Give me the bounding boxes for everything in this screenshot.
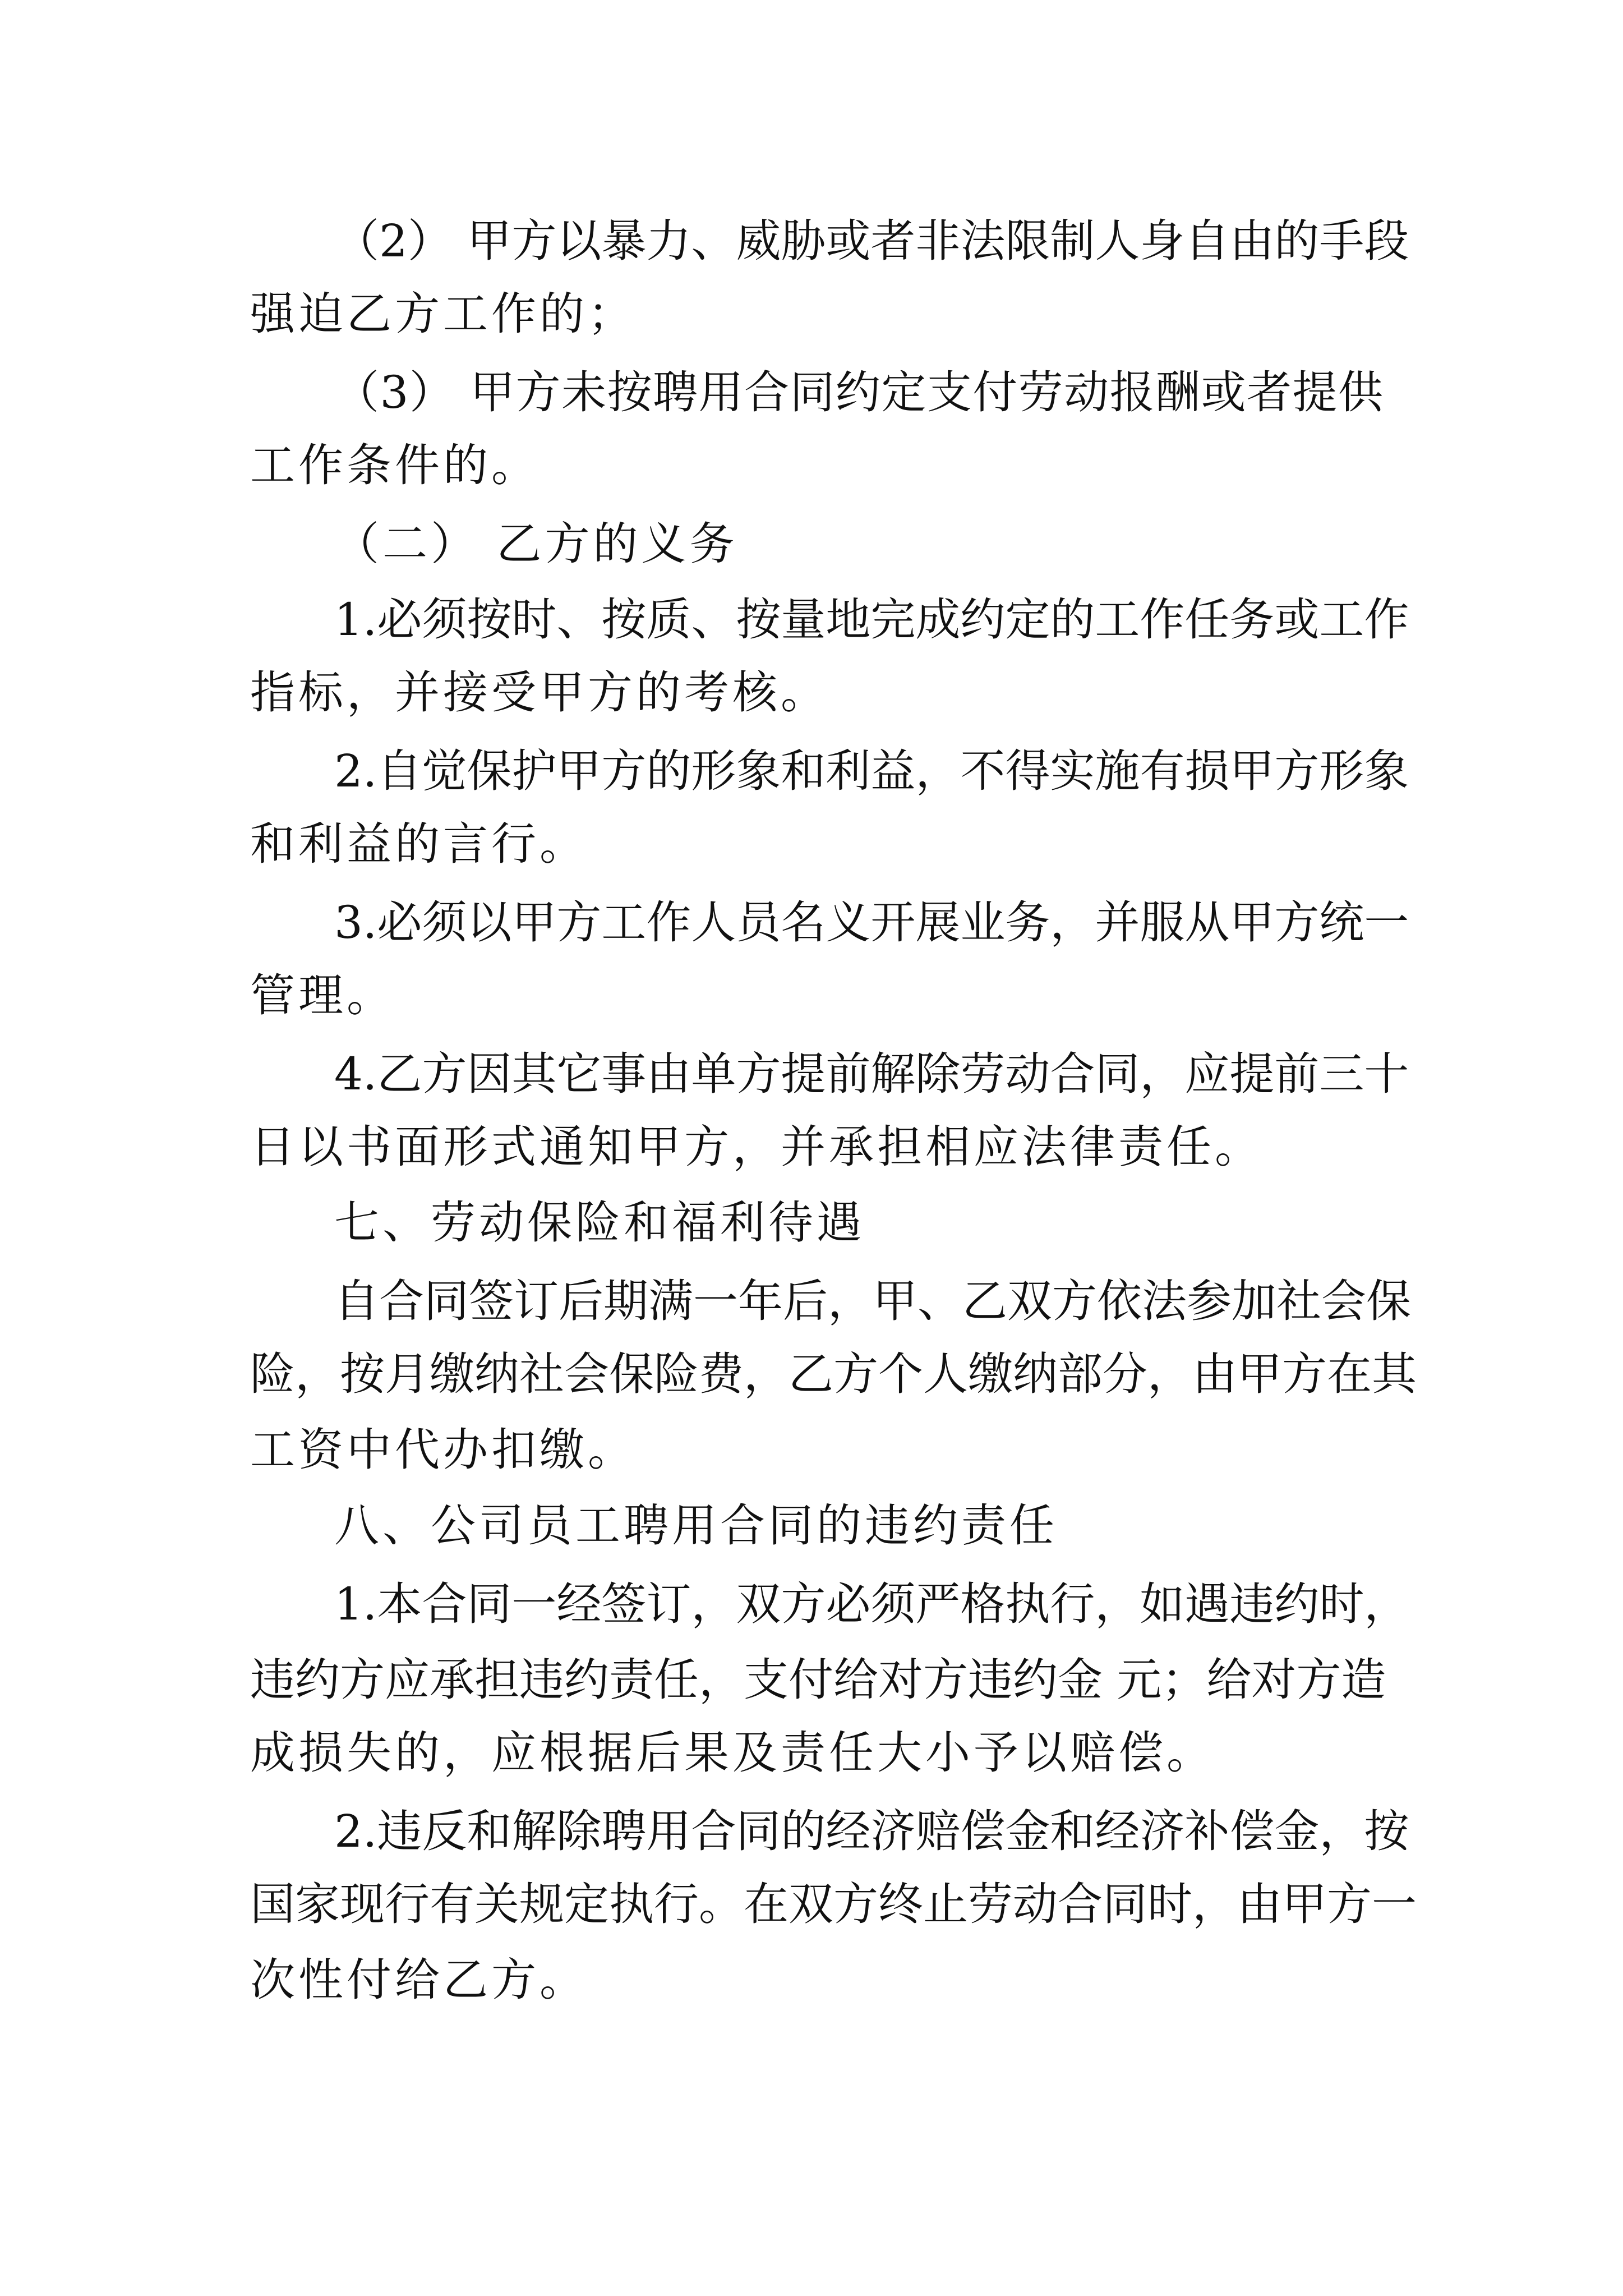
obligation-2-line-1: 2.自觉保护甲方的形象和利益，不得实施有损甲方形象 [334, 745, 1409, 797]
liability-2-line-3: 次性付给乙方。 [250, 1954, 588, 2006]
obligation-4-line-1: 4.乙方因其它事由单方提前解除劳动合同，应提前三十 [334, 1048, 1409, 1100]
clause-3-line-2: 工作条件的。 [250, 439, 540, 491]
liability-1-line-3: 成损失的，应根据后果及责任大小予以赔偿。 [250, 1727, 1215, 1779]
liability-2-line-1: 2.违反和解除聘用合同的经济赔偿金和经济补偿金，按 [334, 1805, 1409, 1857]
liability-1-line-2: 违约方应承担违约责任，支付给对方违约金 元；给对方造 [250, 1654, 1386, 1706]
obligation-4-line-2: 日以书面形式通知甲方，并承担相应法律责任。 [250, 1121, 1263, 1173]
section-7-line-3: 工资中代办扣缴。 [250, 1424, 636, 1476]
liability-2-line-2: 国家现行有关规定执行。在双方终止劳动合同时，由甲方一 [250, 1878, 1417, 1930]
obligation-1-line-2: 指标，并接受甲方的考核。 [250, 666, 829, 719]
document-page [250, 0, 1417, 2296]
obligation-3-line-1: 3.必须以甲方工作人员名义开展业务，并服从甲方统一 [334, 896, 1409, 949]
clause-2-line-2: 强迫乙方工作的； [250, 288, 636, 340]
liability-1-line-1: 1.本合同一经签订，双方必须严格执行，如遇违约时， [334, 1578, 1409, 1630]
clause-3-line-1: （3） 甲方未按聘用合同约定支付劳动报酬或者提供 [334, 366, 1383, 418]
obligation-1-line-1: 1.必须按时、按质、按量地完成约定的工作任务或工作 [334, 593, 1409, 646]
section-7-line-1: 自合同签订后期满一年后，甲、乙双方依法参加社会保 [334, 1275, 1411, 1327]
clause-2-line-1: （2） 甲方以暴力、威胁或者非法限制人身自由的手段 [334, 215, 1409, 267]
obligation-3-line-2: 管理。 [250, 969, 395, 1022]
heading-party-b-obligations: （二） 乙方的义务 [334, 518, 738, 570]
obligation-2-line-2: 和利益的言行。 [250, 818, 588, 870]
heading-section-8: 八、公司员工聘用合同的违约责任 [334, 1499, 1058, 1552]
section-7-line-2: 险，按月缴纳社会保险费，乙方个人缴纳部分，由甲方在其 [250, 1348, 1417, 1400]
heading-section-7: 七、劳动保险和福利待遇 [334, 1197, 865, 1249]
